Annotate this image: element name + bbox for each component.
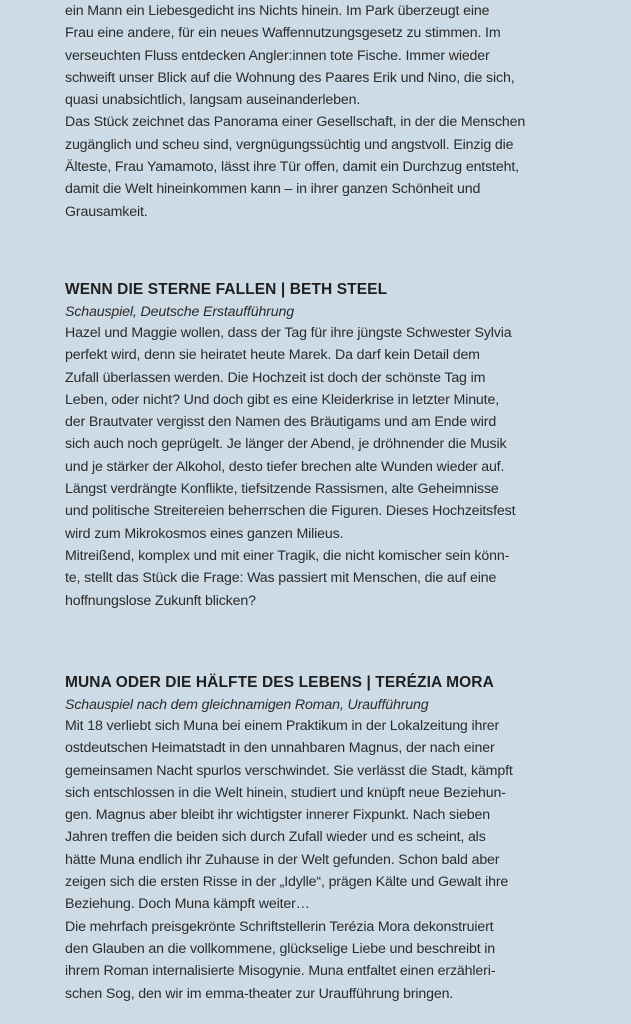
section-subtitle: Schauspiel, Deutsche Erstaufführung — [65, 304, 294, 320]
text-line: wird zum Mikrokosmos eines ganzen Milieus. — [65, 525, 344, 542]
text-line: zugänglich und scheu sind, vergnügungssüchtig und angstvoll. Einzig die — [65, 136, 514, 153]
section-body-wenn-die-sterne-fallen — [65, 322, 585, 612]
text-line: perfekt wird, denn sie heiratet heute Marek. Da darf kein Detail dem — [65, 347, 480, 364]
text-line: Längst verdrängte Konflikte, tiefsitzende Rassismen, alte Geheimnisse — [65, 481, 499, 498]
text-line: ihrem Roman internalisierte Misogynie. Muna entfaltet einen erzähleri- — [65, 963, 496, 980]
text-line: Zufall überlassen werden. Die Hochzeit ist doch der schönste Tag im — [65, 369, 486, 386]
text-line: hoffnungslose Zukunft blicken? — [65, 592, 256, 609]
text-line: hätte Muna endlich ihr Zuhause in der Welt gefunden. Schon bald aber — [65, 851, 500, 868]
text-line: und je stärker der Alkohol, desto tiefer brechen alte Wunden wieder auf. — [65, 458, 505, 475]
text-line: ein Mann ein Liebesgedicht ins Nichts hinein. Im Park überzeugt eine — [65, 3, 490, 19]
section-subtitle: Schauspiel nach dem gleichnamigen Roman, Uraufführung — [65, 697, 429, 713]
text-line: ostdeutschen Heimatstadt in den unnahbaren Magnus, der nach einer — [65, 740, 495, 757]
text-line: Die mehrfach preisgekrönte Schriftstellerin Terézia Mora dekonstruiert — [65, 918, 494, 935]
text-line: gen. Magnus aber bleibt ihr wichtigster innerer Fixpunkt. Nach sieben — [65, 807, 490, 824]
section-title-wenn-die-sterne-fallen: WENN DIE STERNE FALLEN | BETH STEEL — [65, 281, 388, 298]
text-line: Mitreißend, komplex und mit einer Tragik, die nicht komischer sein könn- — [65, 547, 510, 564]
intro-paragraph — [65, 0, 585, 223]
text-line: te, stellt das Stück die Frage: Was passiert mit Menschen, die auf eine — [65, 570, 497, 587]
text-line: quasi unabsichtlich, langsam auseinanderleben. — [65, 92, 361, 109]
text-line: Beziehung. Doch Muna kämpft weiter… — [65, 896, 310, 913]
text-line: gemeinsamen Nacht spurlos verschwindet. Sie verlässt die Stadt, kämpft — [65, 762, 513, 779]
section-body-muna — [65, 715, 585, 1005]
text-line: Älteste, Frau Yamamoto, lässt ihre Tür offen, damit ein Durchzug entsteht, — [65, 159, 519, 176]
text-line: Mit 18 verliebt sich Muna bei einem Praktikum in der Lokalzeitung ihrer — [65, 718, 500, 734]
text-line: verseuchten Fluss entdecken Angler:innen tote Fische. Immer wieder — [65, 47, 490, 64]
text-line: schen Sog, den wir im emma-theater zur Uraufführung bringen. — [65, 985, 454, 1002]
text-line: Jahren treffen die beiden sich durch Zufall wieder und es scheint, als — [65, 829, 486, 846]
section-title-muna: MUNA ODER DIE HÄLFTE DES LEBENS | TERÉZIA MORA — [65, 674, 494, 691]
text-line: Grausamkeit. — [65, 203, 148, 220]
text-line: zeigen sich die ersten Risse in der „Idylle“, prägen Kälte und Gewalt ihre — [65, 874, 509, 891]
text-line: damit die Welt hineinkommen kann – in ihrer ganzen Schönheit und — [65, 181, 481, 198]
text-line: der Brautvater vergisst den Namen des Bräutigams und am Ende wird — [65, 414, 497, 431]
text-line: sich auch noch geprügelt. Je länger der Abend, je dröhnender die Musik — [65, 436, 507, 453]
text-line: den Glauben an die vollkommene, glückselige Liebe und beschreibt in — [65, 940, 496, 957]
text-line: Das Stück zeichnet das Panorama einer Gesellschaft, in der die Menschen — [65, 114, 526, 131]
text-line: Leben, oder nicht? Und doch gibt es eine Kleiderkrise in letzter Minute, — [65, 391, 500, 408]
text-line: Frau eine andere, für ein neues Waffennutzungsgesetz zu stimmen. Im — [65, 25, 501, 42]
text-line: und politische Streitereien beherrschen die Figuren. Dieses Hochzeitsfest — [65, 503, 516, 520]
text-line: schweift unser Blick auf die Wohnung des Paares Erik und Nino, die sich, — [65, 69, 515, 86]
text-line: Hazel und Maggie wollen, dass der Tag für ihre jüngste Schwester Sylvia — [65, 325, 512, 341]
text-line: sich entschlossen in die Welt hinein, studiert und knüpft neue Beziehun- — [65, 784, 506, 801]
